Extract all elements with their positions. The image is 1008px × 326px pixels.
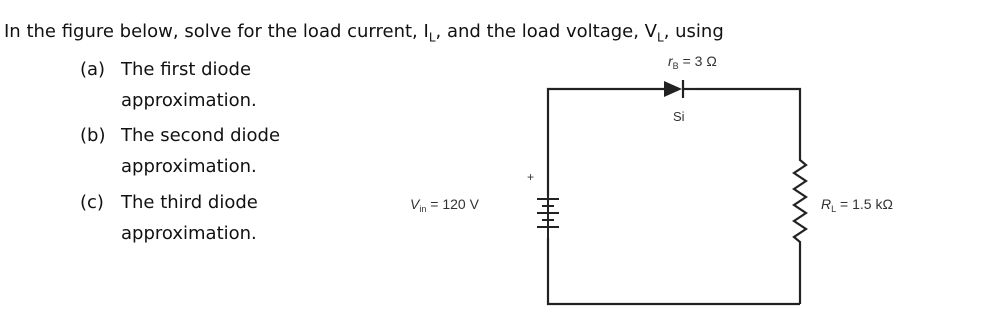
vin-subscript: in — [419, 204, 427, 214]
part-a-line2: approximation. — [121, 90, 257, 111]
part-b-line2: approximation. — [121, 156, 257, 177]
intro-mid: , and the load voltage, V — [435, 21, 657, 42]
diode-icon — [664, 80, 696, 98]
intro-suffix: , using — [663, 21, 724, 42]
part-c-line1: The third diode — [121, 192, 258, 213]
rl-symbol: R — [821, 196, 832, 212]
vin-symbol: V — [410, 196, 420, 212]
intro-subscript-current: L — [428, 30, 436, 45]
question-intro — [4, 19, 724, 51]
part-b-line1: The second diode — [121, 125, 281, 146]
rb-subscript: B — [672, 61, 679, 71]
rl-subscript: L — [831, 204, 837, 214]
diode-material-label: Si — [673, 109, 685, 124]
rl-value: = 1.5 kΩ — [836, 196, 893, 212]
top-wire-left — [548, 89, 664, 196]
intro-subscript-voltage: L — [657, 30, 664, 45]
vin-label — [410, 196, 480, 214]
battery-plus-sign: + — [527, 170, 535, 184]
part-a-label: (a) — [80, 59, 106, 80]
bottom-wire — [548, 238, 800, 304]
intro-prefix: In the figure below, solve for the load current, I — [4, 21, 429, 42]
battery-icon — [537, 196, 559, 238]
rb-value: = 3 Ω — [678, 53, 717, 69]
part-c-line2: approximation. — [121, 223, 257, 244]
part-c-label: (c) — [80, 192, 104, 213]
part-a-line1: The first diode — [121, 59, 252, 80]
rl-label — [821, 196, 893, 214]
resistor-icon — [794, 153, 806, 250]
vin-value: = 120 V — [426, 196, 479, 212]
rb-label — [668, 53, 717, 71]
rb-symbol: r — [668, 53, 673, 69]
circuit-diagram — [400, 50, 1000, 326]
top-wire-right — [696, 89, 800, 153]
part-b-label: (b) — [80, 125, 106, 146]
